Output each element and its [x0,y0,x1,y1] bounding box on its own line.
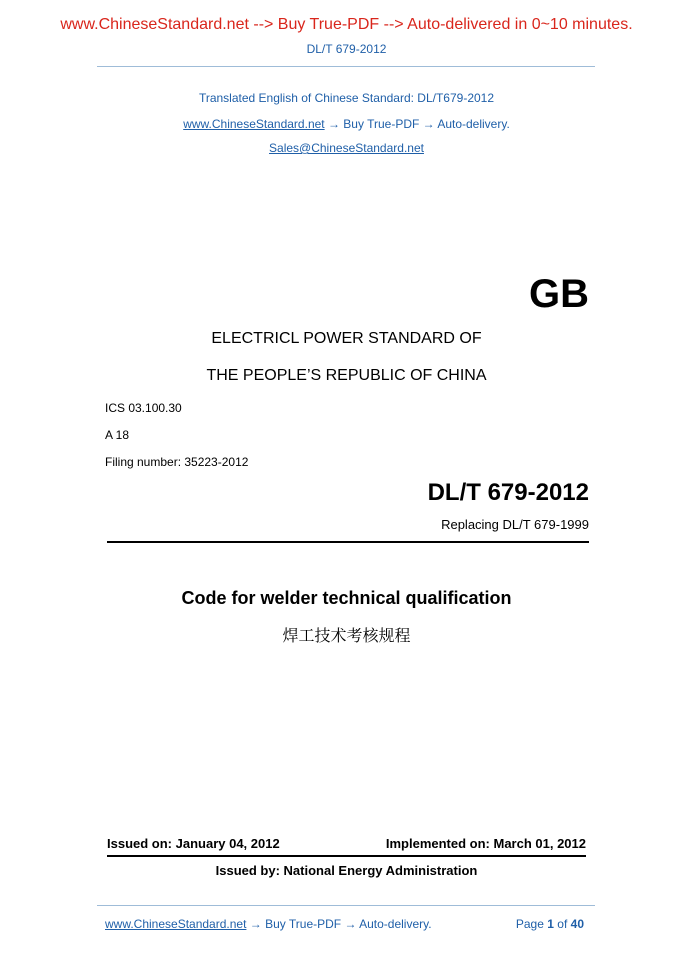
page-word: Page [515,917,544,931]
replacing-note: Replacing DL/T 679-1999 [441,517,589,532]
org-line-2: THE PEOPLE’S REPUBLIC OF CHINA [206,367,487,384]
issued-by: Issued by: National Energy Administration [215,863,478,878]
footer-site-line [105,917,432,931]
email-link[interactable]: Sales@ChineseStandard.net [269,141,424,155]
site-suffix: → Buy True-PDF → Auto-delivery. [324,117,510,131]
issued-on: Issued on: January 04, 2012 [107,836,280,851]
filing-number: Filing number: 35223-2012 [105,455,249,469]
page-indicator [516,917,584,931]
standard-rule [107,541,589,543]
header-doc-code: DL/T 679-2012 [306,42,387,56]
of-word: of [557,917,568,931]
implemented-on: Implemented on: March 01, 2012 [385,836,586,851]
top-banner-link[interactable]: www.ChineseStandard.net --> Buy True-PDF --> Auto-delivered in 0~10 minutes. [60,16,633,33]
standard-number: DL/T 679-2012 [427,479,589,506]
org-line-1: ELECTRICL POWER STANDARD OF [211,330,482,347]
ics-code: ICS 03.100.30 [105,401,182,415]
translated-line: Translated English of Chinese Standard: DL/T679-2012 [198,91,495,105]
header-divider [97,66,595,67]
title-chinese: 焊工技术考核规程 [282,626,411,645]
title-english: Code for welder technical qualification [181,588,512,608]
footer-divider [97,905,595,906]
site-line [0,117,693,131]
footer-site-suffix: → Buy True-PDF → Auto-delivery. [246,917,432,931]
footer-site-link[interactable]: www.ChineseStandard.net [105,917,247,931]
site-link[interactable]: www.ChineseStandard.net [183,117,325,131]
class-code: A 18 [105,428,130,442]
page-number: 1 [547,917,554,931]
dates-rule [107,855,586,857]
page-total: 40 [570,917,584,931]
email-line [0,141,693,155]
gb-mark: GB [529,272,589,316]
